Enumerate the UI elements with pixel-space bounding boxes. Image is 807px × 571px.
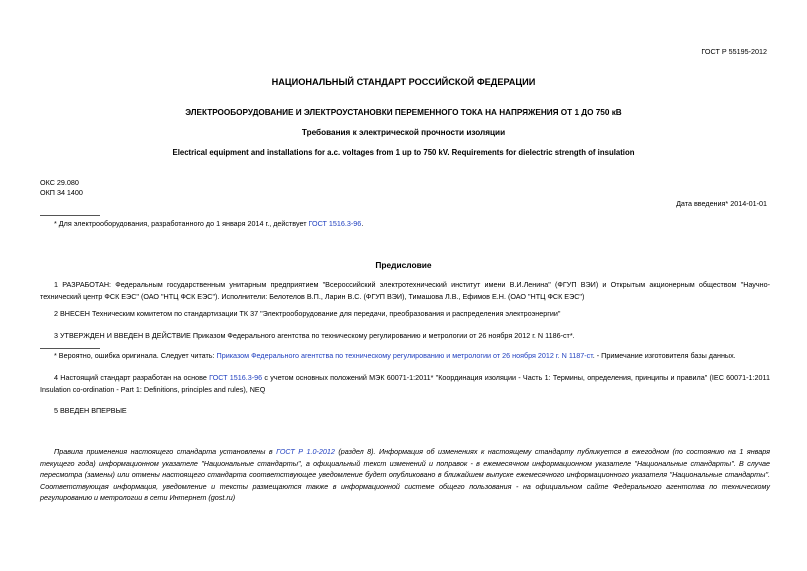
footnote-divider-2	[40, 348, 100, 349]
document-id: ГОСТ Р 55195-2012	[701, 47, 767, 56]
preface-item-4-pre: 4 Настоящий стандарт разработан на основе	[54, 373, 210, 382]
footnote-2	[54, 351, 736, 361]
footnote-2-text: * Вероятно, ошибка оригинала. Следует читать:	[54, 351, 217, 360]
gost-1516-link-2[interactable]: ГОСТ 1516.3-96	[209, 373, 263, 382]
intro-date: Дата введения* 2014-01-01	[676, 199, 767, 208]
national-standard-heading: НАЦИОНАЛЬНЫЙ СТАНДАРТ РОССИЙСКОЙ ФЕДЕРАЦИИ	[271, 77, 536, 87]
preface-item-5: 5 ВВЕДЕН ВПЕРВЫЕ	[54, 406, 127, 415]
document-title-en: Electrical equipment and installations for a.c. voltages from 1 up to 750 kV. Requirements for dielectric strength of insulation	[172, 148, 635, 157]
gost-1516-link[interactable]: ГОСТ 1516.3-96	[308, 219, 362, 228]
footnote-2-end: . - Примечание изготовителя базы данных.	[592, 351, 736, 360]
rules-post: (раздел 8). Информация об изменениях к настоящему стандарту публикуется в ежегодном (по состоянию на 1 января текущего года) информационном указателе "Национальные стандарты", а официальный текст изменений и поправок - в ежемесячном информационном указателе "Национальные стандарты". В случае пересмотра (замены) или отмены настоящего стандарта соответствующее уведомление будет опубликовано в ближайшем выпуске ежемесячного информационного указателя "Национальные стандарты". Соответствующая информация, уведомление и тексты размещаются также в информационной системе общего пользования - на официальном сайте Федерального агентства по техническому регулированию и метрологии в сети Интернет (gost.ru)	[40, 447, 770, 503]
preface-item-2: 2 ВНЕСЕН Техническим комитетом по стандартизации ТК 37 "Электрооборудование для передачи, преобразования и распределения электроэнергии"	[54, 309, 561, 318]
footnote-divider	[40, 215, 100, 216]
footnote-1-end: .	[361, 219, 364, 228]
preface-item-3: 3 УТВЕРЖДЕН И ВВЕДЕН В ДЕЙСТВИЕ Приказом Федерального агентства по техническому регулированию и метрологии от 26 ноября 2012 г. N 1186-ст*.	[54, 331, 575, 340]
preface-item-1: 1 РАЗРАБОТАН: Федеральным государственным унитарным предприятием "Всероссийский электротехнический институт имени В.И.Ленина" (ФГУП ВЭИ) и Открытым акционерным обществом "Научно-технический центр ФСК ЕЭС" (ОАО "НТЦ ФСК ЕЭС"). Исполнители: Белотелов В.П., Ларин В.С. (ФГУП ВЭИ), Тимашова Л.В., Ефимов Е.Н. (ОАО "НТЦ ФСК ЕЭС")	[40, 280, 770, 301]
order-1187-link[interactable]: Приказом Федерального агентства по техническому регулированию и метрологии от 26 ноября 2012 г. N 1187-ст	[216, 351, 593, 360]
gost-r-1-0-link[interactable]: ГОСТ Р 1.0-2012	[276, 447, 335, 456]
rules-pre: Правила применения настоящего стандарта установлены в	[54, 447, 277, 456]
preface-heading: Предисловие	[375, 260, 432, 270]
document-subtitle-ru: Требования к электрической прочности изоляции	[301, 128, 506, 137]
okp-code: ОКП 34 1400	[40, 188, 83, 197]
footnote-1	[54, 219, 363, 229]
document-title-ru: ЭЛЕКТРООБОРУДОВАНИЕ И ЭЛЕКТРОУСТАНОВКИ ПЕРЕМЕННОГО ТОКА НА НАПРЯЖЕНИЯ ОТ 1 ДО 750 кВ	[185, 108, 622, 117]
application-rules-paragraph	[40, 446, 770, 504]
preface-item-4-post: с учетом основных положений МЭК 60071-1:2011* "Координация изоляции - Часть 1: Термины, определения, принципы и правила" (IEC 60071-1:2011 Insulation co-ordination - Part 1: Definitions, principles and rules), NEQ	[40, 373, 770, 394]
footnote-1-text: * Для электрооборудования, разработанного до 1 января 2014 г., действует	[54, 219, 309, 228]
preface-item-4	[40, 372, 770, 395]
oks-code: ОКС 29.080	[40, 178, 79, 187]
